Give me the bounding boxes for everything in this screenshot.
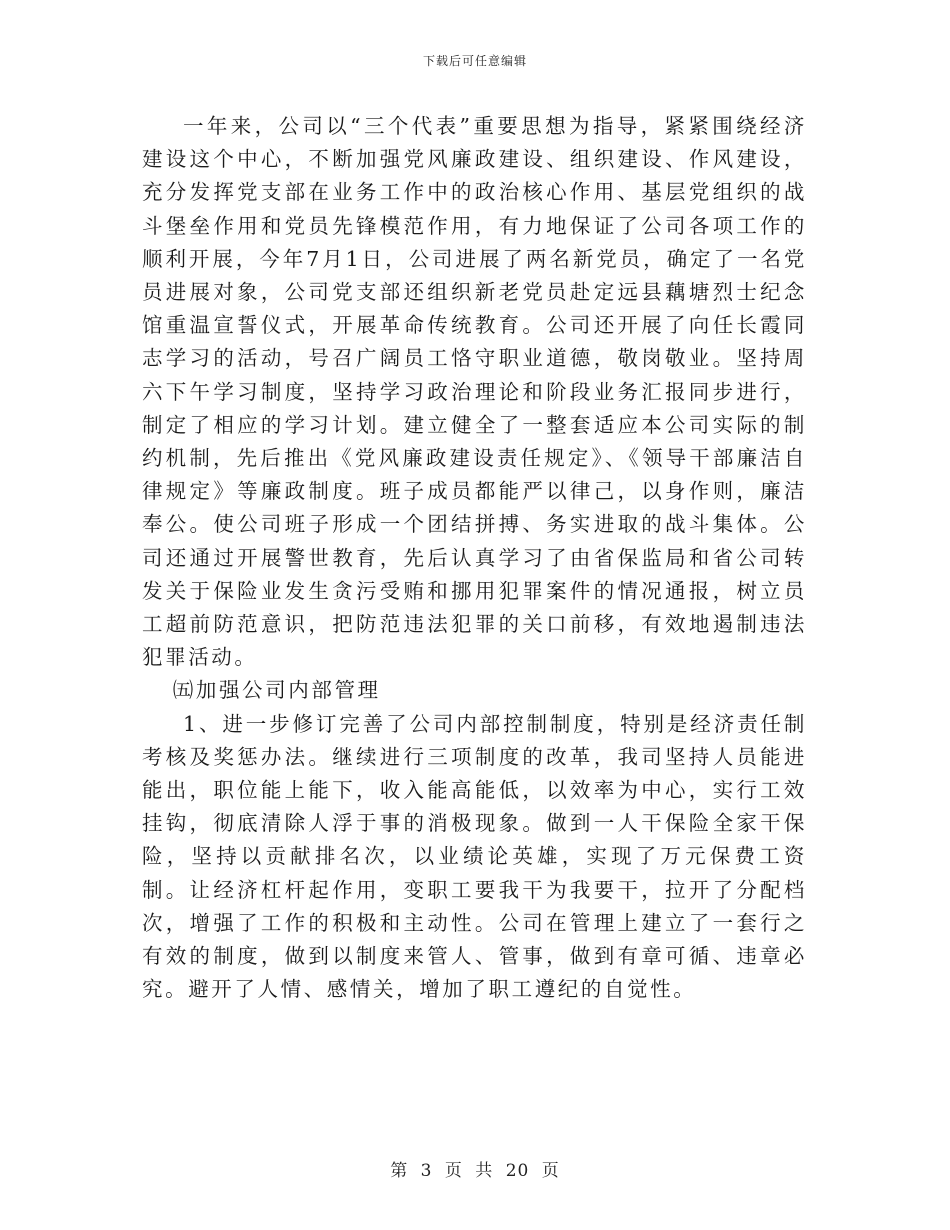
document-body [142, 110, 807, 1006]
page-number-footer: 第 3 页 共 20 页 [390, 1161, 560, 1181]
page-header-note: 下载后可任意编辑 [422, 54, 527, 68]
body-paragraph-party-building: 一年来，公司以“三个代表”重要思想为指导，紧紧围绕经济建设这个中心，不断加强党风廉政建设、组织建设、作风建设，充分发挥党支部在业务工作中的政治核心作用、基层党组织的战斗堡垒作用和党员先锋模范作用，有力地保证了公司各项工作的顺利开展，今年7月1日，公司进展了两名新党员，确定了一名党员进展对象，公司党支部还组织新老党员赴定远县藕塘烈士纪念馆重温宣誓仪式，开展革命传统教育。公司还开展了向任长霞同志学习的活动，号召广阔员工恪守职业道德，敬岗敬业。坚持周六下午学习制度，坚持学习政治理论和阶段业务汇报同步进行，制定了相应的学习计划。建立健全了一整套适应本公司实际的制约机制，先后推出《党风廉政建设责任规定》、《领导干部廉洁自律规定》等廉政制度。班子成员都能严以律己，以身作则，廉洁奉公。使公司班子形成一个团结拼搏、务实进取的战斗集体。公司还通过开展警世教育，先后认真学习了由省保监局和省公司转发关于保险业发生贪污受贿和挪用犯罪案件的情况通报，树立员工超前防范意识，把防范违法犯罪的关口前移，有效地遏制违法犯罪活动。 [142, 114, 807, 670]
body-paragraph-internal-control: 1、进一步修订完善了公司内部控制制度，特别是经济责任制考核及奖惩办法。继续进行三项制度的改革，我司坚持人员能进能出，职位能上能下，收入能高能低，以效率为中心，实行工效挂钩，彻底清除人浮于事的消极现象。做到一人干保险全家干保险，坚持以贡献排名次，以业绩论英雄，实现了万元保费工资制。让经济杠杆起作用，变职工要我干为我要干，拉开了分配档次，增强了工作的积极和主动性。公司在管理上建立了一套行之有效的制度，做到以制度来管人、管事，做到有章可循、违章必究。避开了人情、感情关，增加了职工遵纪的自觉性。 [142, 711, 807, 1002]
section-heading-internal-management: ㈤加强公司内部管理 [172, 678, 381, 703]
